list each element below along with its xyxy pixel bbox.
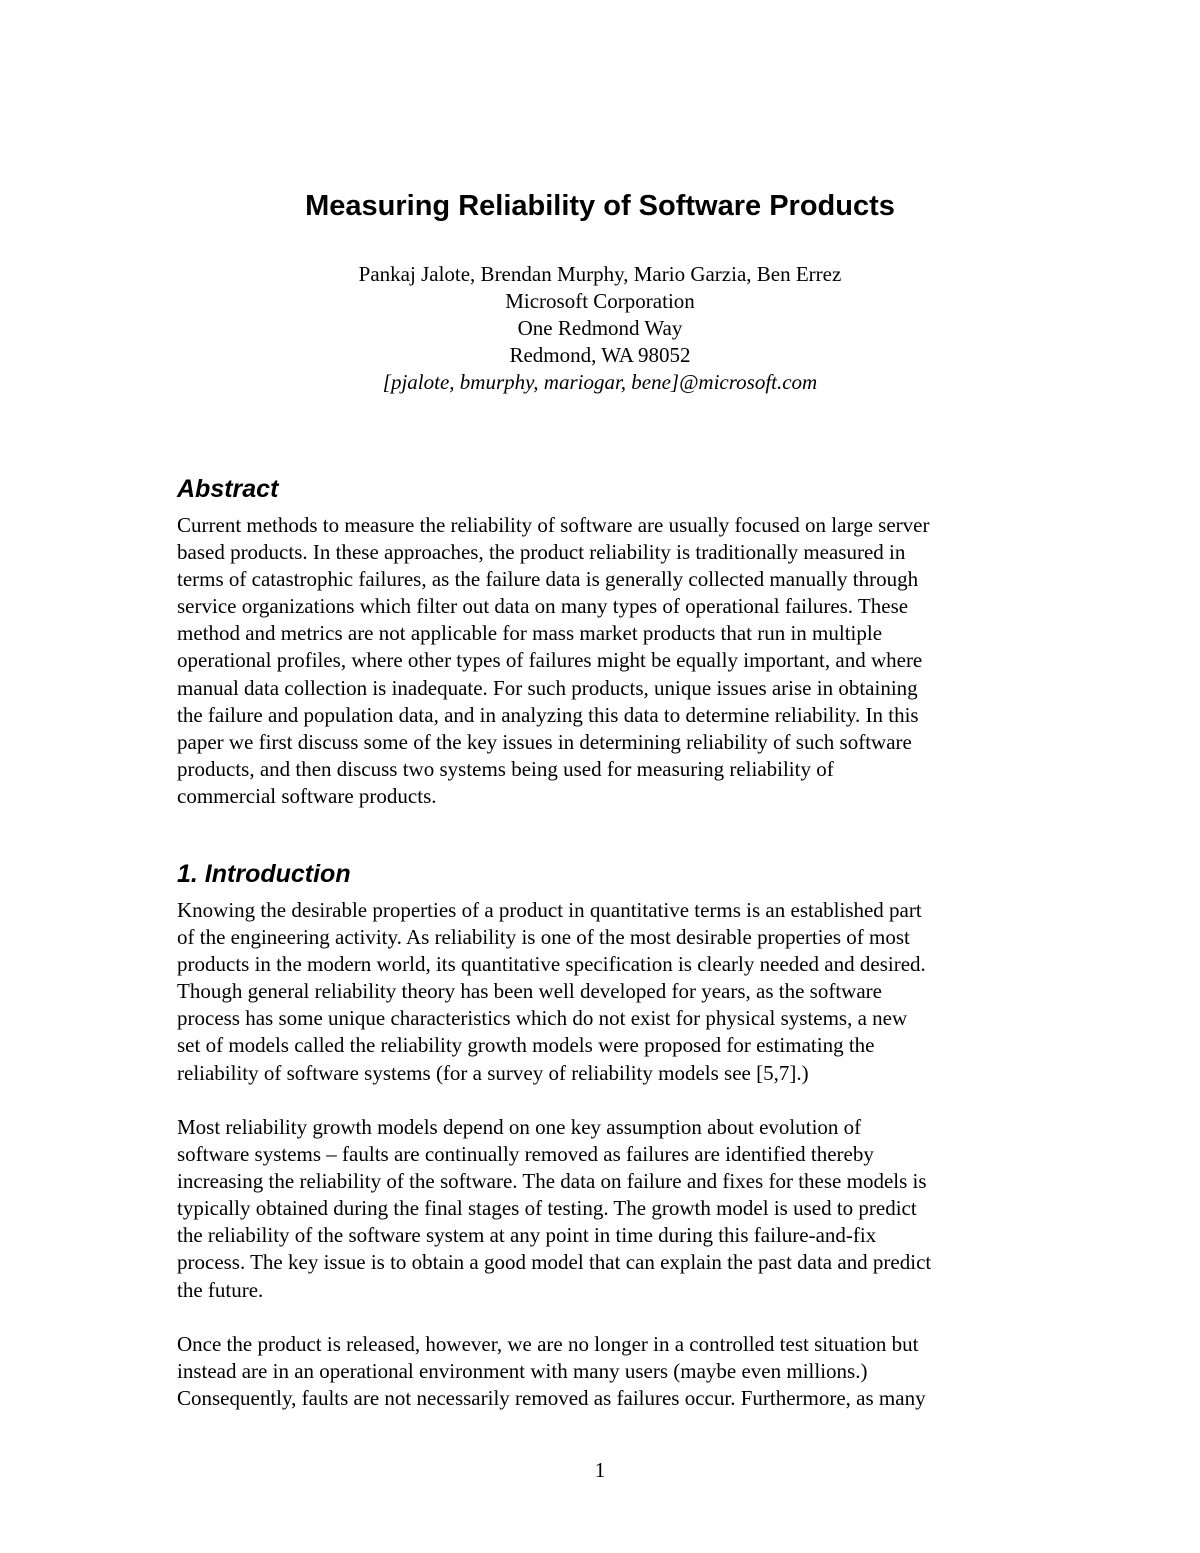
paragraph-line: set of models called the reliability growth models were proposed for estimating the bbox=[177, 1033, 875, 1058]
abstract-heading: Abstract bbox=[177, 475, 279, 503]
paragraph-line: terms of catastrophic failures, as the failure data is generally collected manually through bbox=[177, 567, 919, 592]
paragraph-line: increasing the reliability of the software. The data on failure and fixes for these models is bbox=[177, 1169, 927, 1194]
paragraph-line: Though general reliability theory has been well developed for years, as the software bbox=[177, 979, 882, 1004]
paragraph-line: the future. bbox=[177, 1277, 264, 1302]
introduction-paragraph-3 bbox=[177, 1331, 1037, 1412]
paragraph-line: Most reliability growth models depend on one key assumption about evolution of bbox=[177, 1115, 862, 1139]
paragraph-line: the reliability of the software system at any point in time during this failure-and-fix bbox=[177, 1223, 877, 1248]
paragraph-line: software systems – faults are continually removed as failures are identified thereby bbox=[177, 1142, 874, 1167]
paper-title: Measuring Reliability of Software Products bbox=[305, 190, 895, 222]
introduction-paragraph-1 bbox=[177, 897, 1037, 1087]
paragraph-line: Current methods to measure the reliability of software are usually focused on large server bbox=[177, 513, 930, 537]
paragraph-line: Consequently, faults are not necessarily removed as failures occur. Furthermore, as many bbox=[177, 1386, 926, 1411]
abstract-paragraph bbox=[177, 512, 1037, 810]
author-email: [pjalote, bmurphy, mariogar, bene]@microsoft.com bbox=[382, 370, 818, 394]
paragraph-line: the failure and population data, and in analyzing this data to determine reliability. In this bbox=[177, 702, 919, 727]
paragraph-line: manual data collection is inadequate. For such products, unique issues arise in obtaining bbox=[177, 675, 918, 700]
author-organization: Microsoft Corporation bbox=[505, 289, 695, 313]
author-city: Redmond, WA 98052 bbox=[509, 343, 691, 367]
paragraph-line: process has some unique characteristics which do not exist for physical systems, a new bbox=[177, 1006, 908, 1031]
paragraph-line: Knowing the desirable properties of a product in quantitative terms is an established part bbox=[177, 898, 922, 922]
paragraph-line: Once the product is released, however, we are no longer in a controlled test situation but bbox=[177, 1332, 919, 1356]
paragraph-line: reliability of software systems (for a survey of reliability models see [5,7].) bbox=[177, 1060, 809, 1085]
paragraph-line: service organizations which filter out data on many types of operational failures. These bbox=[177, 594, 909, 619]
paragraph-line: based products. In these approaches, the product reliability is traditionally measured in bbox=[177, 540, 906, 565]
paragraph-line: paper we first discuss some of the key issues in determining reliability of such software bbox=[177, 729, 912, 754]
paragraph-line: operational profiles, where other types of failures might be equally important, and where bbox=[177, 648, 923, 673]
introduction-paragraph-2 bbox=[177, 1114, 1037, 1304]
page-number: 1 bbox=[594, 1458, 606, 1482]
author-names: Pankaj Jalote, Brendan Murphy, Mario Garzia, Ben Errez bbox=[358, 262, 842, 286]
paragraph-line: products, and then discuss two systems being used for measuring reliability of bbox=[177, 756, 834, 781]
author-block bbox=[0, 261, 1200, 396]
paragraph-line: products in the modern world, its quantitative specification is clearly needed and desired. bbox=[177, 952, 926, 977]
paragraph-line: typically obtained during the final stages of testing. The growth model is used to predict bbox=[177, 1196, 917, 1221]
paragraph-line: commercial software products. bbox=[177, 783, 437, 808]
paragraph-line: of the engineering activity. As reliability is one of the most desirable properties of most bbox=[177, 925, 910, 950]
introduction-heading: 1. Introduction bbox=[177, 860, 351, 888]
paragraph-line: instead are in an operational environment with many users (maybe even millions.) bbox=[177, 1359, 868, 1384]
paragraph-line: process. The key issue is to obtain a good model that can explain the past data and predict bbox=[177, 1250, 932, 1275]
paragraph-line: method and metrics are not applicable for mass market products that run in multiple bbox=[177, 621, 883, 646]
author-street: One Redmond Way bbox=[517, 316, 683, 340]
